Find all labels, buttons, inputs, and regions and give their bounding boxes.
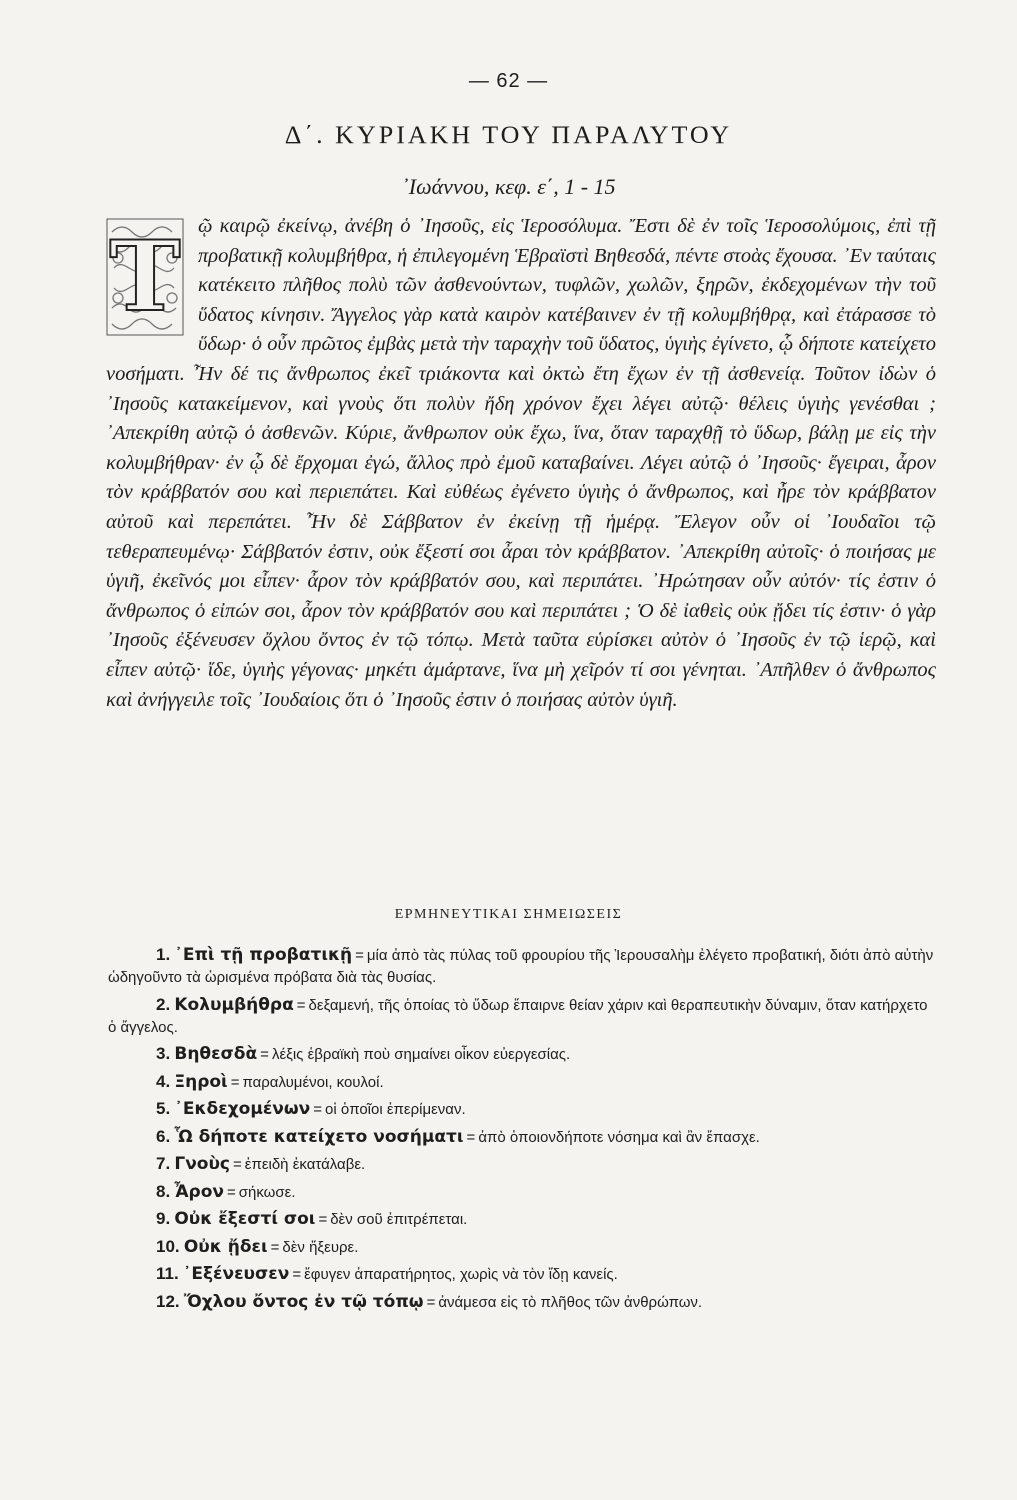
page-title: Δ΄. ΚΥΡΙΑΚΗ ΤΟΥ ΠΑΡΑΛΥΤΟΥ (284, 120, 733, 149)
note-term: Οὐκ ἔξεστί σοι (174, 1209, 316, 1229)
note-definition: σήκωσε. (238, 1183, 296, 1201)
note-item (108, 944, 934, 989)
note-item (108, 994, 934, 1039)
note-item (108, 1291, 934, 1314)
note-number: 6. (156, 1126, 171, 1146)
note-number: 8. (156, 1181, 171, 1201)
equals-sign: = (466, 1128, 476, 1146)
note-item (108, 1236, 934, 1259)
note-term: ᾿Εξένευσεν (182, 1264, 290, 1284)
note-definition: λέξις ἑβραϊκὴ ποὺ σημαίνει οἶκον εὐεργεσίας. (271, 1046, 571, 1063)
note-item (108, 1153, 934, 1176)
equals-sign: = (292, 1266, 302, 1283)
note-number: 7. (156, 1154, 171, 1173)
notes-heading: ΕΡΜΗΝΕΥΤΙΚΑΙ ΣΗΜΕΙΩΣΕΙΣ (394, 907, 623, 922)
note-definition: δὲν ἤξευρε. (282, 1238, 359, 1256)
note-term: Ξηροὶ (174, 1071, 228, 1092)
equals-sign: = (318, 1211, 328, 1228)
note-number: 3. (156, 1044, 171, 1063)
note-number: 11. (156, 1264, 179, 1283)
note-item (108, 1126, 934, 1149)
note-item (108, 1181, 934, 1204)
note-definition: δὲν σοῦ ἐπιτρέπεται. (330, 1211, 468, 1228)
equals-sign: = (233, 1156, 242, 1173)
drop-cap (106, 218, 184, 336)
note-item (108, 1043, 934, 1066)
equals-sign: = (296, 996, 306, 1014)
note-definition: ἔφυγεν ἀπαρατήρητος, χωρὶς νὰ τὸν ἴδῃ κανείς. (304, 1266, 618, 1283)
note-term: Κολυμβήθρα (174, 994, 294, 1015)
note-number: 4. (156, 1071, 171, 1091)
note-definition: ἀπὸ ὁποιονδήποτε νόσημα καὶ ἂν ἔπασχε. (478, 1128, 760, 1146)
note-term: ᾿Εκδεχομένων (174, 1099, 311, 1119)
note-number: 1. (156, 945, 171, 964)
equals-sign: = (230, 1073, 240, 1091)
equals-sign: = (270, 1238, 280, 1256)
page-subtitle: ᾿Ιωάννου, κεφ. ε΄, 1 - 15 (401, 174, 616, 199)
note-term: Γνοὺς (174, 1154, 231, 1174)
page-number: — 62 — (468, 70, 549, 92)
note-term: ᾿Επὶ τῇ προβατικῇ (174, 945, 353, 965)
passage-text: ῷ καιρῷ ἐκείνῳ, ἀνέβη ὁ ᾿Ιησοῦς, εἰς Ἱεροσόλυμα. Ἔστι δὲ ἐν τοῖς Ἱεροσολύμοις, ἐπὶ τῇ προβατικῇ κολυμβήθρα, ἡ ἐπιλεγομένη Ἑβραϊστὶ Βηθεσδά, πέντε στοὰς ἔχουσα. ᾿Εν ταύταις κατέκειτο πλῆθος πολὺ τῶν ἀσθενούντων, τυφλῶν, χωλῶν, ξηρῶν, ἐκδεχομένων τὴν τοῦ ὕδατος κίνησιν. Ἄγγελος γὰρ κατὰ καιρὸν κατέβαινεν ἐν τῇ κολυμβήθρᾳ, καὶ ἐτάρασσε τὸ ὕδωρ· ὁ οὖν πρῶτος ἐμβὰς μετὰ τὴν ταραχὴν τοῦ ὕδατος, ὑγιὴς ἐγίνετο, ᾧ δήποτε κατείχετο νοσήματι. Ἦν δέ τις ἄνθρωπος ἐκεῖ τριάκοντα καὶ ὀκτὼ ἔτη ἔχων ἐν τῇ ἀσθενείᾳ. Τοῦτον ἰδὼν ὁ ᾿Ιησοῦς κατακείμενον, καὶ γνοὺς ὅτι πολὺν ἤδη χρόνον ἔχει λέγει αὐτῷ· θέλεις ὑγιὴς γενέσθαι ; ᾿Απεκρίθη αὐτῷ ὁ ἀσθενῶν. Κύριε, ἄνθρωπον οὐκ ἔχω, ἵνα, ὅταν ταραχθῇ τὸ ὕδωρ, βάλῃ με εἰς τὴν κολυμβήθραν· ἐν ᾧ δὲ ἔρχομαι ἐγώ, ἄλλος πρὸ ἐμοῦ καταβαίνει. Λέγει αὐτῷ ὁ ᾿Ιησοῦς· ἔγειραι, ἆρον τὸν κράββατόν σου καὶ περιεπάτει. Καὶ εὐθέως ἐγένετο ὑγιὴς ὁ ἄνθρωπος, καὶ ἦρε τὸν κράββατον αὐτοῦ καὶ περεπάτει. Ἦν δὲ Σάββατον ἐν ἐκείνῃ τῇ ἡμέρᾳ. Ἔλεγον οὖν οἱ ᾿Ιουδαῖοι τῷ τεθεραπευμένῳ· Σάββατόν ἐστιν, οὐκ ἔξεστί σοι ἆραι τὸν κράββατον. ᾿Απεκρίθη αὐτοῖς· ὁ ποιήσας με ὑγιῆ, ἐκεῖνός μοι εἶπεν· ἆρον τὸν κράββατόν σου, καὶ περιπάτει. ᾿Ηρώτησαν οὖν αὐτόν· τίς ἐστιν ὁ ἄνθρωπος ὁ εἰπών σοι, ἆρον τὸν κράββατόν σου καὶ περιπάτει ; Ὁ δὲ ἰαθεὶς οὐκ ᾔδει τίς ἐστιν· ὁ γὰρ ᾿Ιησοῦς ἐξένευσεν ὄχλου ὄντος ἐν τῷ τόπῳ. Μετὰ ταῦτα εὑρίσκει αὐτὸν ὁ ᾿Ιησοῦς ἐν τῷ ἱερῷ, καὶ εἶπεν αὐτῷ· ἴδε, ὑγιὴς γέγονας· μηκέτι ἁμάρτανε, ἵνα μὴ χεῖρόν τί σοι γένηται. ᾿Απῆλθεν ὁ ἄνθρωπος καὶ ἀνήγγειλε τοῖς ᾿Ιουδαίοις ὅτι ὁ ᾿Ιησοῦς ἐστιν ὁ ποιήσας αὐτὸν ὑγιῆ. (106, 215, 936, 711)
note-number: 5. (156, 1099, 171, 1118)
equals-sign: = (426, 1293, 436, 1311)
note-number: 10. (156, 1236, 180, 1256)
note-term: Ὧ δήποτε κατείχετο νοσήματι (174, 1126, 464, 1147)
note-definition: δεξαμενή, τῆς ὁποίας τὸ ὕδωρ ἔπαιρνε θείαν χάριν καὶ θεραπευτικὴν δύναμιν, ὅταν κατήρχετο ὁ ἄγγελος. (108, 996, 928, 1036)
gospel-passage (106, 212, 936, 715)
equals-sign: = (227, 1183, 236, 1201)
note-definition: παραλυμένοι, κουλοί. (242, 1073, 384, 1091)
equals-sign: = (313, 1101, 323, 1118)
note-definition: οἱ ὁποῖοι ἐπερίμεναν. (325, 1101, 466, 1118)
note-item (108, 1208, 934, 1231)
drop-cap-letter: Τ (109, 220, 181, 333)
note-definition: ἐπειδὴ ἐκατάλαβε. (244, 1156, 366, 1173)
note-number: 12. (156, 1291, 180, 1311)
note-term: Ὄχλου ὄντος ἐν τῷ τόπῳ (183, 1291, 424, 1312)
note-term: Ἆρον (174, 1181, 224, 1202)
note-term: Βηθεσδὰ (174, 1044, 258, 1064)
note-definition: ἀνάμεσα εἰς τὸ πλῆθος τῶν ἀνθρώπων. (438, 1293, 703, 1311)
note-definition: μία ἀπὸ τὰς πύλας τοῦ φρουρίου τῆς Ἱερουσαλὴμ ἐλέγετο προβατική, διότι ἀπὸ αὐτὴν ὡδηγοῦντο τὰ ὡρισμένα πρόβατα διὰ τὰς θυσίας. (108, 947, 934, 986)
notes-list (108, 944, 934, 1318)
equals-sign: = (260, 1046, 269, 1063)
note-item (108, 1071, 934, 1094)
note-item (108, 1263, 934, 1286)
note-term: Οὐκ ᾔδει (183, 1236, 268, 1257)
equals-sign: = (355, 947, 364, 964)
note-number: 9. (156, 1209, 171, 1228)
note-item (108, 1098, 934, 1121)
note-number: 2. (156, 994, 171, 1014)
